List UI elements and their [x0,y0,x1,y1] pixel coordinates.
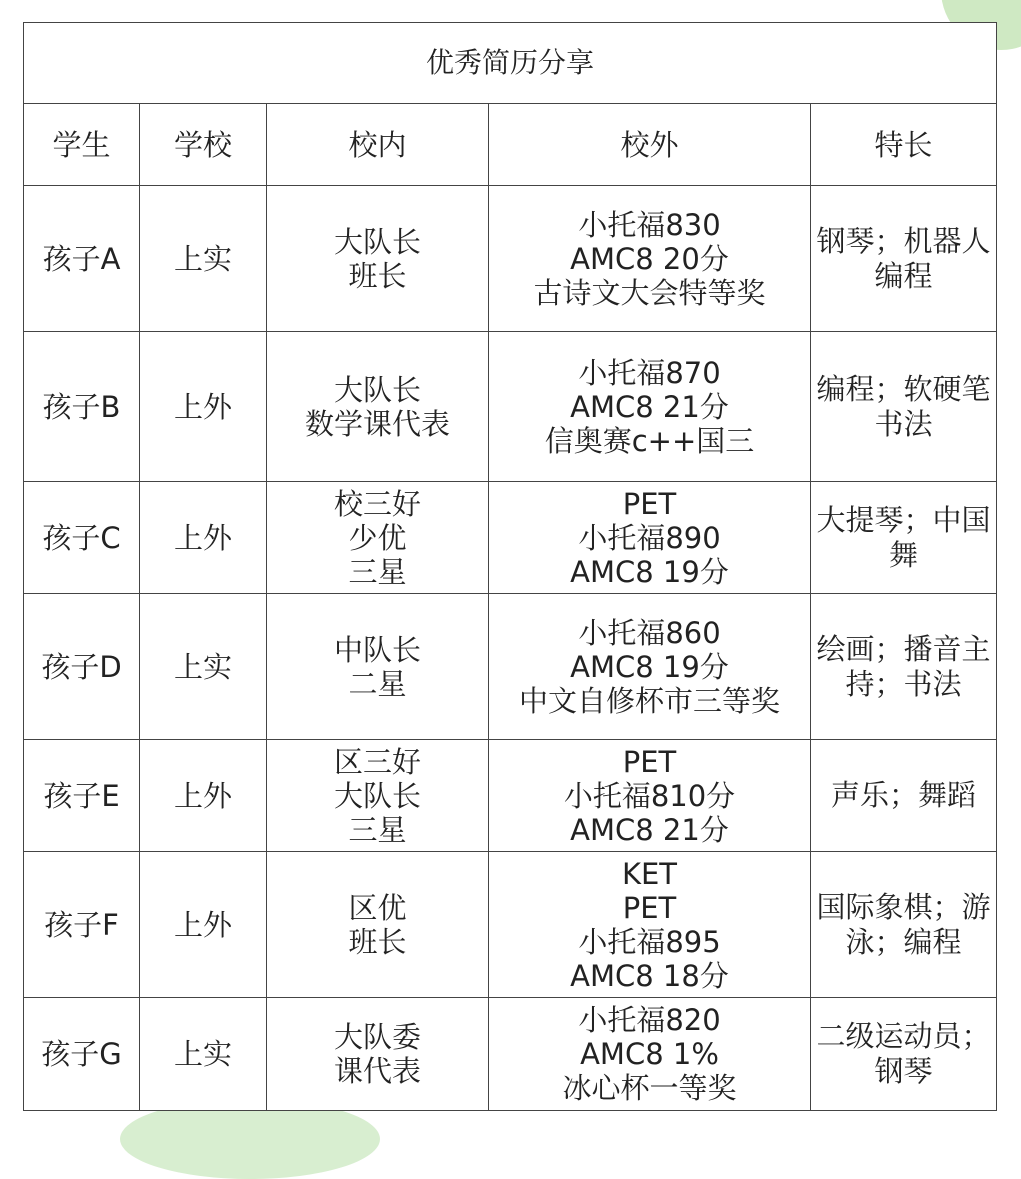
resume-table [23,22,997,1111]
cell-talent: 声乐；舞蹈 [811,740,997,852]
outside-line: 小托福860 [578,615,721,650]
inside-line: 班长 [348,924,407,959]
cell-talent: 钢琴；机器人编程 [811,186,997,332]
table-row [24,998,997,1111]
title-row [24,23,997,104]
inside-line: 少优 [348,520,407,555]
outside-line: AMC8 21分 [570,389,729,424]
table-row [24,594,997,740]
table-row [24,852,997,998]
inside-line: 校三好 [333,486,421,521]
cell-student: 孩子D [24,594,140,740]
cell-school: 上实 [140,186,267,332]
cell-student: 孩子E [24,740,140,852]
outside-line: AMC8 18分 [570,958,729,993]
inside-line: 数学课代表 [304,406,450,441]
table-title: 优秀简历分享 [24,23,997,104]
cell-inside [267,332,489,482]
outside-line: AMC8 1% [580,1037,719,1071]
cell-school: 上外 [140,332,267,482]
outside-line: 冰心杯一等奖 [562,1071,737,1105]
outside-line: PET [622,890,677,925]
header-row [24,104,997,186]
cell-outside [489,186,811,332]
inside-line: 区优 [348,890,407,925]
table-row [24,740,997,852]
inside-line: 大队委 [333,1020,421,1054]
cell-school: 上外 [140,740,267,852]
outside-line: 小托福890 [578,520,721,555]
inside-line: 中队长 [333,632,421,667]
cell-talent: 国际象棋；游泳；编程 [811,852,997,998]
outside-line: AMC8 20分 [570,241,729,276]
outside-line: 中文自修杯市三等奖 [518,683,780,718]
cell-talent: 编程；软硬笔书法 [811,332,997,482]
cell-outside [489,332,811,482]
outside-line: 小托福895 [578,924,721,959]
header-school: 学校 [140,104,267,186]
outside-line: 古诗文大会特等奖 [533,275,766,310]
cell-inside [267,998,489,1111]
cell-outside [489,998,811,1111]
cell-outside [489,740,811,852]
cell-inside [267,594,489,740]
cell-school: 上实 [140,594,267,740]
header-talent: 特长 [811,104,997,186]
outside-line: PET [622,486,677,521]
table-row [24,332,997,482]
inside-line: 二星 [348,666,407,701]
cell-talent: 绘画；播音主持；书法 [811,594,997,740]
cell-student: 孩子F [24,852,140,998]
table-body [24,186,997,1111]
header-student: 学生 [24,104,140,186]
cell-inside [267,852,489,998]
inside-line: 课代表 [333,1054,421,1088]
outside-line: 小托福820 [578,1003,721,1037]
outside-line: KET [621,856,678,891]
table-row [24,186,997,332]
inside-line: 三星 [348,812,407,847]
cell-talent: 二级运动员；钢琴 [811,998,997,1111]
outside-line: 信奥赛c++国三 [544,423,755,458]
cell-student: 孩子B [24,332,140,482]
header-outside: 校外 [489,104,811,186]
inside-line: 班长 [348,258,407,293]
cell-school: 上外 [140,482,267,594]
cell-talent: 大提琴；中国舞 [811,482,997,594]
inside-line: 大队长 [333,372,421,407]
header-inside: 校内 [267,104,489,186]
outside-line: AMC8 21分 [570,812,729,847]
inside-line: 大队长 [333,224,421,259]
outside-line: 小托福810分 [563,778,736,813]
cell-outside [489,852,811,998]
cell-student: 孩子C [24,482,140,594]
cell-outside [489,594,811,740]
cell-school: 上实 [140,998,267,1111]
inside-line: 区三好 [333,744,421,779]
outside-line: PET [622,744,677,779]
cell-inside [267,186,489,332]
cell-outside [489,482,811,594]
cell-student: 孩子G [24,998,140,1111]
cell-inside [267,740,489,852]
outside-line: 小托福830 [578,207,721,242]
table-row [24,482,997,594]
outside-line: 小托福870 [578,355,721,390]
outside-line: AMC8 19分 [570,649,729,684]
inside-line: 大队长 [333,778,421,813]
decorative-ellipse-bottom-left [120,1099,380,1179]
inside-line: 三星 [348,554,407,589]
outside-line: AMC8 19分 [570,554,729,589]
cell-inside [267,482,489,594]
cell-student: 孩子A [24,186,140,332]
cell-school: 上外 [140,852,267,998]
